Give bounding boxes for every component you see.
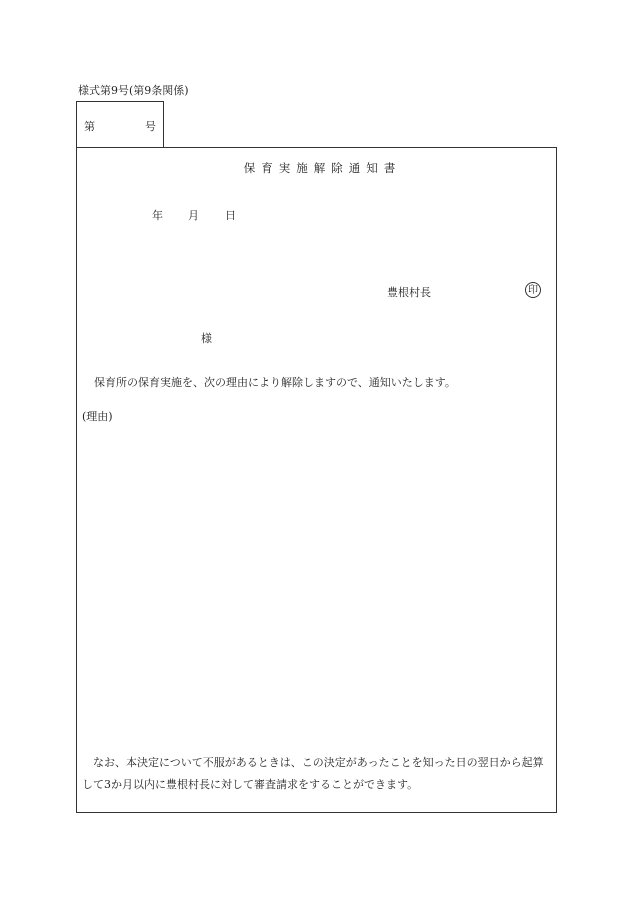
addressee-suffix: 様	[201, 332, 212, 345]
date-year: 年	[152, 209, 163, 222]
number-suffix: 号	[145, 120, 156, 133]
date-day: 日	[225, 209, 236, 222]
form-number-label: 様式第9号(第9条関係)	[78, 84, 189, 97]
document-number-box	[76, 101, 164, 147]
issuer-name: 豊根村長	[387, 286, 431, 299]
date-month: 月	[188, 209, 199, 222]
document-title: 保育実施解除通知書	[243, 161, 402, 175]
reason-label: (理由)	[82, 410, 113, 423]
appeal-note: なお、本決定について不服があるときは、この決定があったことを知った日の翌日から起算して3か月以内に豊根村長に対して審査請求をすることができます。	[82, 756, 544, 791]
seal-mark: 印	[525, 282, 541, 298]
number-prefix: 第	[84, 120, 95, 133]
notice-body: 保育所の保育実施を、次の理由により解除しますので、通知いたします。	[94, 376, 456, 389]
notice-form	[76, 147, 557, 813]
